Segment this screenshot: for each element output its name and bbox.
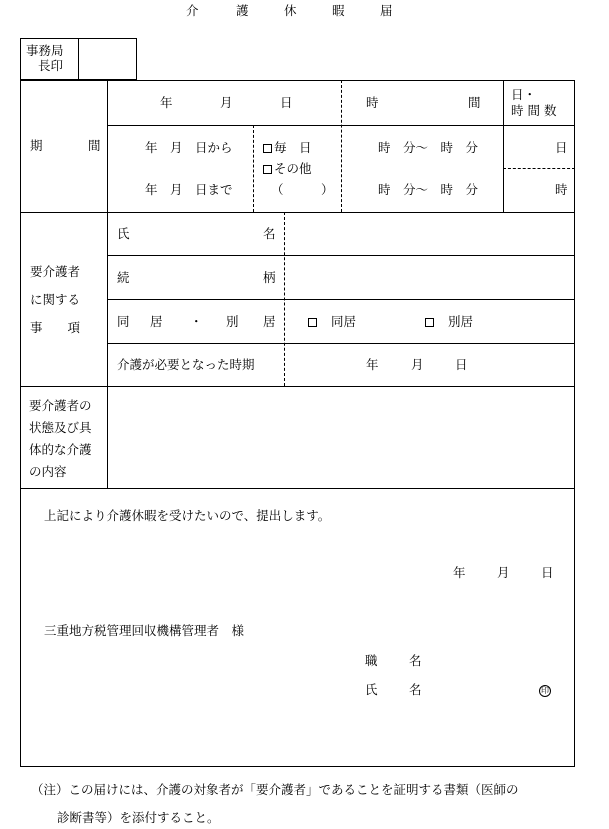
option-other[interactable] — [263, 163, 312, 176]
submission-text: 上記により介護休暇を受けたいので、提出します。 — [44, 508, 331, 523]
seal-icon — [539, 683, 551, 697]
option-together-label: 同居 — [331, 314, 357, 329]
residence-label-5: 居 — [263, 314, 276, 329]
checkbox-icon[interactable] — [425, 318, 434, 327]
period-to-date: 年 月 日まで — [145, 182, 233, 197]
option-together[interactable] — [308, 316, 356, 329]
content-label-2: 状態及び具 — [29, 420, 92, 435]
days-column-divider — [503, 80, 504, 212]
residence-row-bottom — [107, 343, 575, 344]
title-char-5: 届 — [380, 3, 393, 18]
stamp-box-label-1: 事務局 — [26, 43, 64, 58]
post-label-2: 名 — [409, 653, 422, 668]
name-label-1: 氏 — [117, 226, 130, 241]
checkbox-icon[interactable] — [263, 165, 272, 174]
stamp-box-label-2: 長印 — [38, 58, 64, 73]
content-label-3: 体的な介護 — [29, 442, 92, 457]
option-separate[interactable] — [425, 316, 473, 329]
period-header-time-1: 時 — [366, 95, 379, 110]
period-header-year: 年 — [160, 95, 173, 110]
relation-label-2: 柄 — [263, 270, 276, 285]
subject-label-1: 要介護者 — [30, 264, 81, 279]
period-time-to: 時 分～ 時 分 — [378, 182, 479, 197]
title-char-2: 護 — [236, 3, 249, 18]
option-daily[interactable] — [263, 142, 312, 155]
period-unit-day: 日 — [555, 140, 568, 155]
seal-mark: 印 — [541, 686, 549, 695]
content-label-4: の内容 — [29, 464, 67, 479]
period-header-days-1: 日・ — [511, 87, 537, 102]
content-section-bottom — [20, 488, 575, 489]
submission-date-year: 年 — [453, 565, 466, 580]
option-daily-label: 毎 日 — [274, 140, 312, 155]
name-row-bottom — [107, 255, 575, 256]
residence-label-3: ・ — [190, 314, 203, 329]
applicant-name-label-2: 名 — [409, 682, 422, 697]
period-time-from: 時 分～ 時 分 — [378, 140, 479, 155]
date-option-divider — [253, 125, 254, 212]
title-char-1: 介 — [186, 3, 199, 18]
submission-date-day: 日 — [541, 565, 554, 580]
need-date-month: 月 — [411, 357, 424, 372]
period-header-days-2: 時 間 数 — [511, 103, 557, 118]
need-date-day: 日 — [455, 357, 468, 372]
date-time-divider — [341, 80, 342, 212]
subject-label-3: 事 項 — [30, 320, 81, 335]
period-header-time-2: 間 — [468, 95, 481, 110]
need-time-label: 介護が必要となった時期 — [117, 357, 255, 372]
stamp-box-divider — [78, 38, 79, 80]
name-label-2: 名 — [263, 226, 276, 241]
option-other-label: その他 — [274, 161, 312, 176]
post-label-1: 職 — [365, 653, 378, 668]
title-char-3: 休 — [284, 3, 297, 18]
checkbox-icon[interactable] — [308, 318, 317, 327]
note-line-2: 診断書等）を添付すること。 — [57, 810, 220, 825]
period-unit-hour: 時 — [555, 182, 568, 197]
period-from-date: 年 月 日から — [145, 140, 233, 155]
title-char-4: 暇 — [332, 3, 345, 18]
content-label-1: 要介護者の — [29, 398, 92, 413]
period-header-month: 月 — [220, 95, 233, 110]
period-header-day: 日 — [280, 95, 293, 110]
submission-date-month: 月 — [497, 565, 510, 580]
period-label-2: 間 — [88, 138, 101, 153]
applicant-name-label-1: 氏 — [365, 682, 378, 697]
option-separate-label: 別居 — [448, 314, 474, 329]
addressee: 三重地方税管理回収機構管理者 様 — [44, 623, 245, 638]
subject-label-2: に関する — [30, 292, 81, 307]
residence-label-4: 別 — [226, 314, 239, 329]
days-hours-divider — [503, 168, 575, 169]
relation-label-1: 続 — [117, 270, 130, 285]
subject-value-divider — [284, 212, 285, 386]
need-date-year: 年 — [366, 357, 379, 372]
relation-row-bottom — [107, 299, 575, 300]
period-label-1: 期 — [30, 138, 43, 153]
checkbox-icon[interactable] — [263, 144, 272, 153]
option-other-paren: （ ） — [271, 182, 334, 197]
residence-label-1: 同 — [117, 314, 130, 329]
note-line-1: （注）この届けには、介護の対象者が「要介護者」であることを証明する書類（医師の — [31, 782, 519, 797]
period-section-bottom — [20, 212, 575, 213]
care-content-field[interactable] — [108, 387, 574, 487]
residence-label-2: 居 — [150, 314, 163, 329]
